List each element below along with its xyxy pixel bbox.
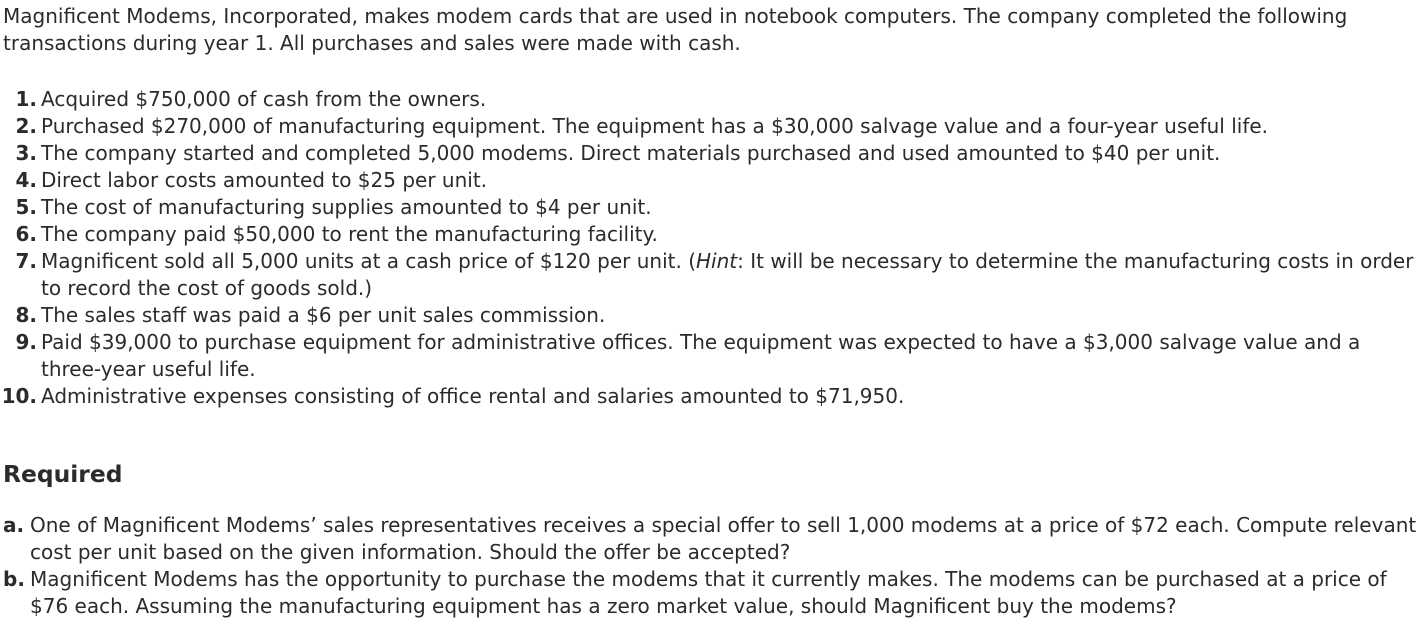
intro-paragraph: Magnificent Modems, Incorporated, makes modem cards that are used in notebook computers. The company completed the following transactions during year 1. All purchases and sales were made with cash. bbox=[3, 4, 1348, 55]
item-text: Acquired $750,000 of cash from the owners. bbox=[41, 87, 487, 111]
list-item bbox=[0, 86, 1415, 113]
item-text: Paid $39,000 to purchase equipment for administrative offices. The equipment was expected to have a $3,000 salvage value and a three-year useful life. bbox=[41, 330, 1361, 381]
item-letter: b. bbox=[3, 567, 25, 591]
list-item bbox=[0, 167, 1415, 194]
list-item bbox=[0, 302, 1415, 329]
required-heading: Required bbox=[3, 460, 123, 488]
list-item bbox=[0, 566, 1419, 620]
list-item bbox=[0, 113, 1415, 140]
list-item bbox=[0, 383, 1415, 410]
item-number: 6. bbox=[15, 222, 37, 246]
list-item bbox=[0, 248, 1415, 302]
item-number: 3. bbox=[15, 141, 37, 165]
item-text: One of Magnificent Modems’ sales representatives receives a special offer to sell 1,000 modems at a price of $72 each. Compute relevant cost per unit based on the given information. Should the offer be accepted? bbox=[30, 513, 1417, 564]
item-text-after: : It will be necessary to determine the manufacturing costs in order to record the cost of goods sold.) bbox=[41, 249, 1414, 300]
item-number: 2. bbox=[15, 114, 37, 138]
item-text: The company paid $50,000 to rent the manufacturing facility. bbox=[41, 222, 658, 246]
item-number: 1. bbox=[15, 87, 37, 111]
list-item bbox=[0, 194, 1415, 221]
item-text: Purchased $270,000 of manufacturing equipment. The equipment has a $30,000 salvage value and a four-year useful life. bbox=[41, 114, 1269, 138]
requirements-list bbox=[0, 512, 1419, 620]
item-text-before: Magnificent sold all 5,000 units at a cash price of $120 per unit. ( bbox=[41, 249, 696, 273]
hint-label: Hint bbox=[696, 249, 738, 273]
item-number: 9. bbox=[15, 330, 37, 354]
item-text: The sales staff was paid a $6 per unit sales commission. bbox=[41, 303, 606, 327]
list-item bbox=[0, 329, 1415, 383]
item-letter: a. bbox=[3, 513, 25, 537]
item-number: 4. bbox=[15, 168, 37, 192]
list-item bbox=[0, 221, 1415, 248]
item-number: 10. bbox=[1, 384, 37, 408]
item-text: Magnificent Modems has the opportunity to purchase the modems that it currently makes. The modems can be purchased at a price of $76 each. Assuming the manufacturing equipment has a zero market value, should Magnificent buy the modems? bbox=[30, 567, 1387, 618]
transactions-list bbox=[0, 86, 1415, 410]
list-item bbox=[0, 140, 1415, 167]
item-text: The company started and completed 5,000 modems. Direct materials purchased and used amounted to $40 per unit. bbox=[41, 141, 1221, 165]
list-item bbox=[0, 512, 1419, 566]
item-text: Administrative expenses consisting of office rental and salaries amounted to $71,950. bbox=[41, 384, 905, 408]
item-text: Direct labor costs amounted to $25 per unit. bbox=[41, 168, 488, 192]
item-number: 5. bbox=[15, 195, 37, 219]
item-text: The cost of manufacturing supplies amounted to $4 per unit. bbox=[41, 195, 652, 219]
item-number: 8. bbox=[15, 303, 37, 327]
item-number: 7. bbox=[15, 249, 37, 273]
